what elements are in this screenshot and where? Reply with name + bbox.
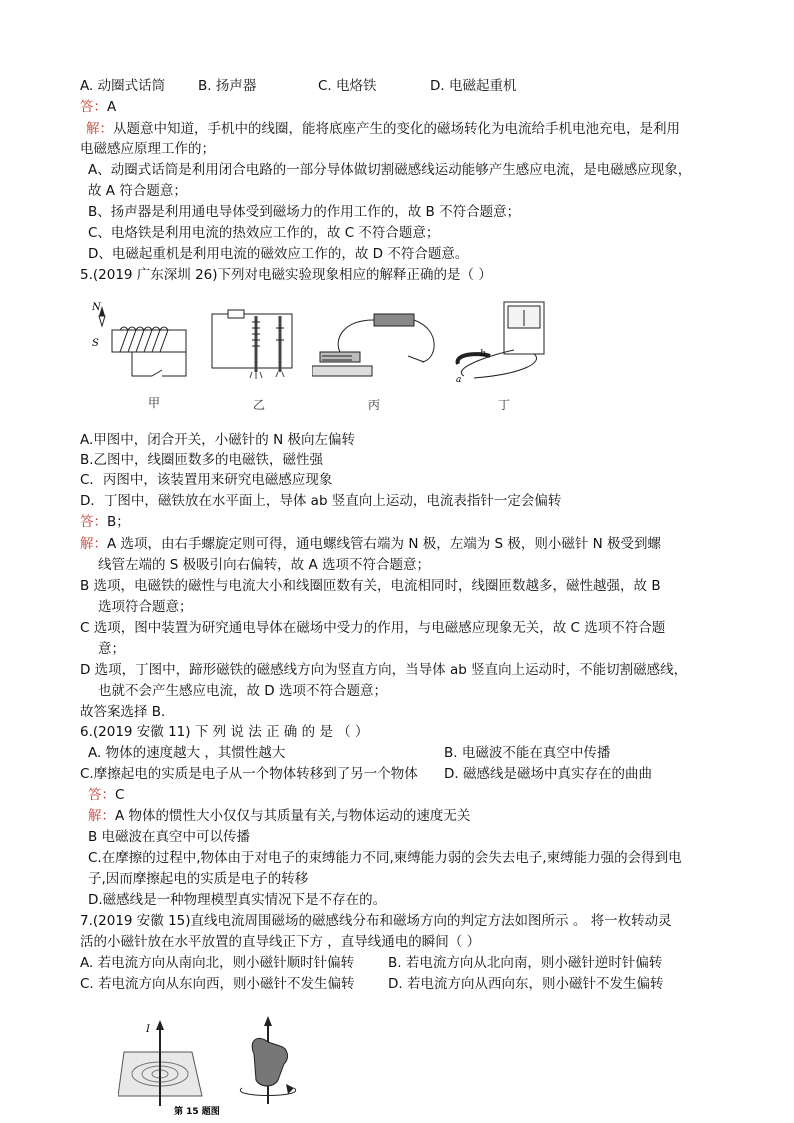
q7-option-d: D. 若电流方向从西向东，则小磁针不发生偏转 — [388, 976, 664, 992]
q6-explain-3: C.在摩擦的过程中,物体由于对电子的束缚能力不同,柬缚能力弱的会失去电子,柬缚能力强的会得到电 — [88, 850, 682, 866]
q7-stem-1: 7.(2019 安徽 15)直线电流周围磁场的磁感线分布和磁场方向的判定方法如图所示 。 将一枚转动灵 — [80, 913, 672, 929]
q5-option-d: D．丁图中，磁铁放在水平面上，导体 ab 竖直向上运动，电流表指针一定会偏转 — [80, 493, 562, 509]
q4-explain-3: A、动圈式话筒是利用闭合电路的一部分导体做切割磁感线运动能够产生感应电流，是电磁感应现象， — [88, 162, 692, 178]
q4-explain-5: B、扬声器是利用通电导体受到磁场力的作用工作的，故 B 不符合题意； — [88, 204, 521, 220]
caption-yi: 乙 — [253, 398, 266, 412]
q5-option-c: C．丙图中，该装置用来研究电磁感应现象 — [80, 472, 333, 488]
figure-bing-apparatus — [312, 300, 442, 385]
q6-explain-4: 子,因而摩擦起电的实质是电子的转移 — [88, 871, 309, 887]
figure-jia-solenoid — [92, 300, 192, 385]
text: 从题意中知道，手机中的线圈，能将底座产生的变化的磁场转化为电流给手机电池充电，是利用 — [113, 121, 680, 137]
battery-icon — [374, 314, 414, 326]
explain-label: 解： — [88, 808, 115, 824]
q4-explain-1 — [86, 119, 680, 139]
q4-options — [80, 76, 516, 96]
label-n: N — [92, 302, 101, 313]
label-s: S — [92, 338, 99, 349]
q5-answer — [80, 512, 130, 532]
current-arrow-icon — [156, 1020, 164, 1030]
answer-label: 答： — [80, 99, 107, 115]
q5-option-b: B.乙图中，线圈匝数多的电磁铁，磁性强 — [80, 452, 324, 468]
text: A 物体的惯性大小仅仅与其质量有关,与物体运动的速度无关 — [115, 808, 471, 824]
current-arrow-2-icon — [264, 1016, 272, 1026]
figure-caption: 第 15 题图 — [174, 1107, 220, 1117]
q5-explain-2: 线管左端的 S 极吸引向右偏转，故 A 选项不符合题意； — [98, 557, 430, 573]
answer-label: 答： — [80, 514, 107, 530]
caption-jia: 甲 — [148, 396, 161, 410]
q4-option-a: A. 动圈式话筒 — [80, 78, 166, 94]
q6-stem: 6.(2019 安徽 11) 下 列 说 法 正 确 的 是 （ ） — [80, 724, 369, 740]
q4-explain-2: 电磁感应原理工作的； — [80, 141, 215, 157]
q5-explain-7: D 选项，丁图中，蹄形磁铁的磁感线方向为竖直方向，当导体 ab 竖直向上运动时，不能切割磁感线， — [80, 662, 688, 678]
q5-explain-1 — [80, 534, 661, 554]
q6-explain-1 — [88, 806, 470, 826]
caption-bing: 丙 — [368, 398, 381, 412]
q6-option-b: B. 电磁波不能在真空中传播 — [444, 745, 611, 761]
explain-label: 解： — [80, 536, 107, 552]
q5-explain-9: 故答案选择 B． — [80, 704, 175, 720]
q5-explain-4: 选项符合题意； — [98, 599, 193, 615]
switch-icon — [152, 370, 162, 376]
q7-option-c: C. 若电流方向从东向西，则小磁针不发生偏转 — [80, 976, 355, 992]
answer-value: C — [115, 787, 125, 803]
q5-stem: 5.(2019 广东深圳 26)下列对电磁实验现象相应的解释正确的是（ ） — [80, 267, 492, 283]
q4-option-c: C. 电烙铁 — [318, 78, 377, 94]
label-b: b — [480, 349, 486, 359]
explain-label: 解： — [86, 121, 113, 137]
figure-q15-magnetic-field — [118, 1010, 318, 1118]
answer-value: B； — [107, 514, 130, 530]
q7-option-a: A. 若电流方向从南向北，则小磁针顺时针偏转 — [80, 955, 355, 971]
q6-answer — [88, 785, 124, 805]
q7-option-b: B. 若电流方向从北向南，则小磁针逆时针偏转 — [388, 955, 663, 971]
caption-ding: 丁 — [498, 398, 511, 412]
answer-label: 答： — [88, 787, 115, 803]
q4-explain-6: C、电烙铁是利用电流的热效应工作的，故 C 不符合题意； — [88, 225, 440, 241]
q6-option-a: A. 物体的速度越大 ，其惯性越大 — [88, 745, 286, 761]
q4-option-d: D. 电磁起重机 — [430, 78, 517, 94]
q4-answer — [80, 97, 116, 117]
q4-option-b: B. 扬声器 — [198, 78, 257, 94]
q7-stem-2: 活的小磁针放在水平放置的直导线正下方 ，直导线通电的瞬间（ ） — [80, 934, 481, 950]
figure-yi-electromagnets — [208, 300, 298, 385]
text: A 选项，由右手螺旋定则可得，通电螺线管右端为 N 极，左端为 S 极，则小磁针 N 极受到螺 — [107, 536, 662, 552]
label-current-i: I — [146, 1024, 150, 1035]
q6-explain-2: B 电磁波在真空中可以传播 — [88, 829, 251, 845]
q6-option-c: C.摩擦起电的实质是电子从一个物体转移到了另一个物体 — [80, 766, 418, 782]
answer-value: A — [107, 99, 117, 115]
q5-option-a: A.甲图中，闭合开关，小磁针的 N 极向左偏转 — [80, 432, 355, 448]
q6-explain-5: D.磁感线是一种物理模型真实情况下是不存在的。 — [88, 892, 387, 908]
label-a: a — [456, 375, 462, 385]
q5-explain-6: 意； — [98, 641, 125, 657]
q5-explain-5: C 选项，图中装置为研究通电导体在磁场中受力的作用，与电磁感应现象无关，故 C 选项不符合题 — [80, 620, 666, 636]
coil-icon — [120, 327, 168, 352]
q5-explain-8: 也就不会产生感应电流，故 D 选项不符合题意； — [98, 683, 387, 699]
right-hand-icon — [252, 1038, 287, 1086]
q5-explain-3: B 选项，电磁铁的磁性与电流大小和线圈匝数有关，电流相同时，线圈匝数越多，磁性越强，故 B — [80, 578, 661, 594]
q4-explain-4: 故 A 符合题意； — [88, 183, 187, 199]
figure-ding-galvanometer — [454, 298, 554, 388]
q6-option-d: D. 磁感线是磁场中真实存在的曲曲 — [444, 766, 652, 782]
q4-explain-7: D、电磁起重机是利用电流的磁效应工作的，故 D 不符合题意。 — [88, 246, 469, 262]
